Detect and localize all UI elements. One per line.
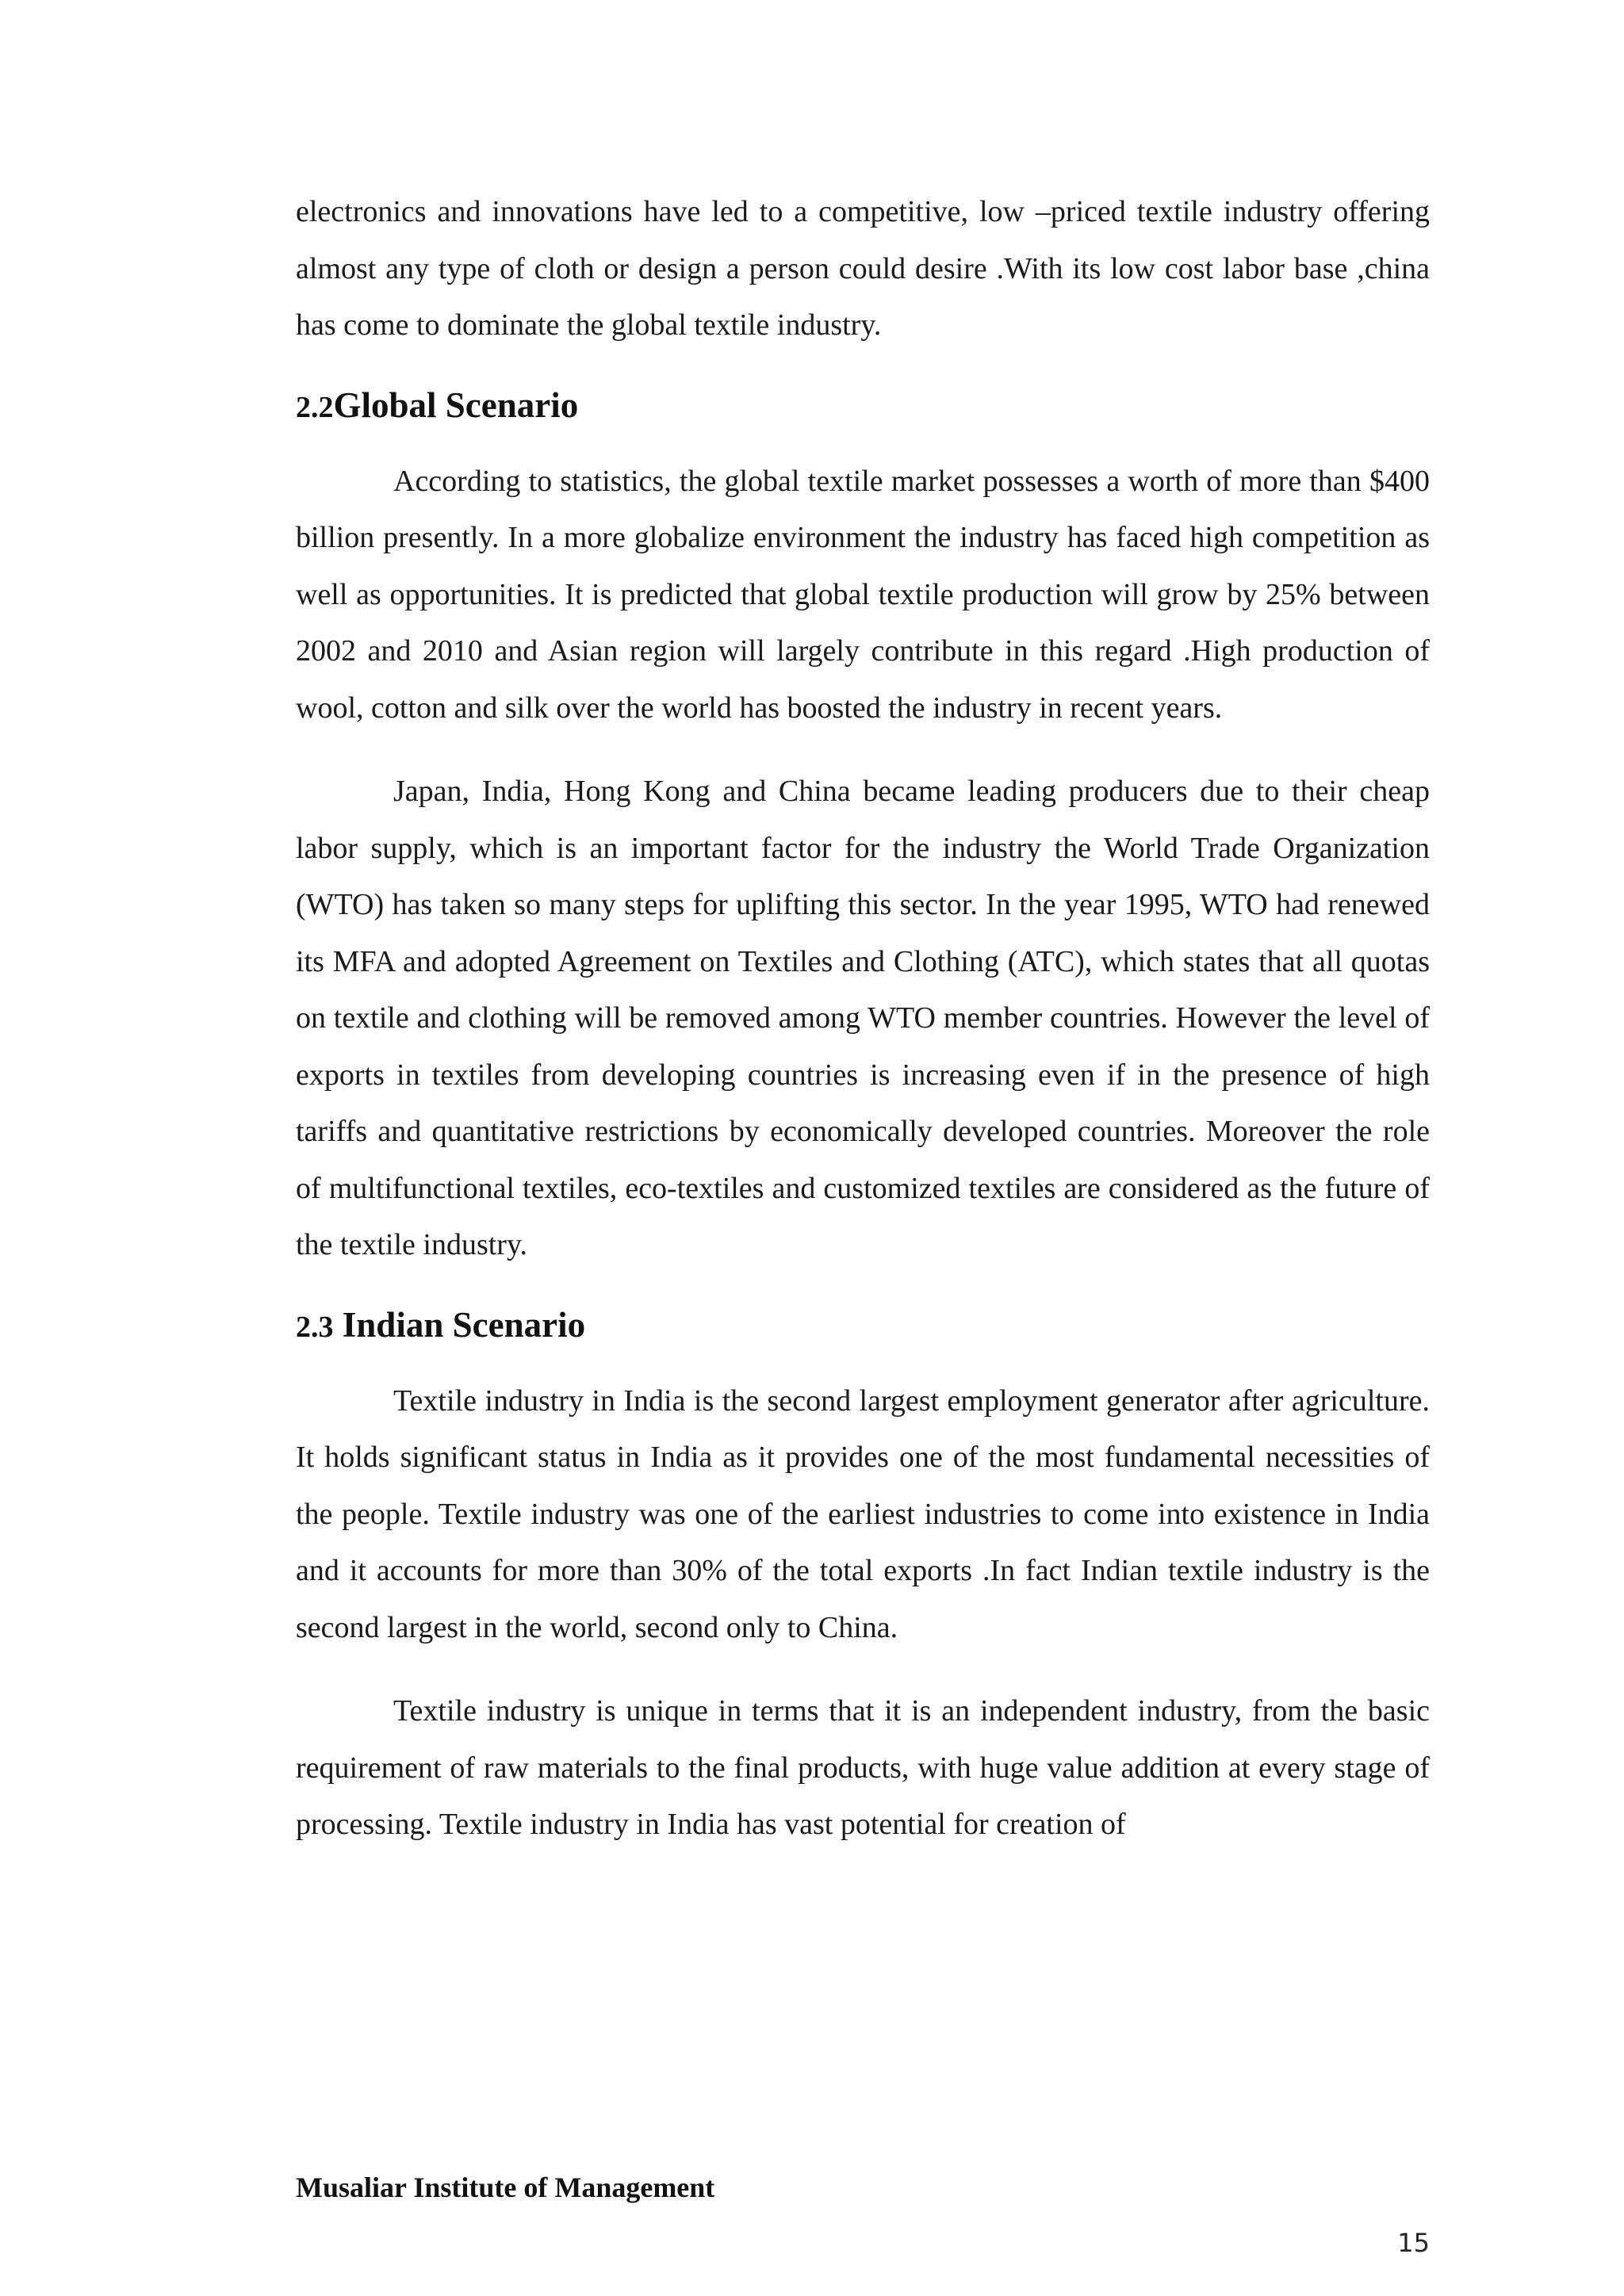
section-number: 2.3 bbox=[296, 1310, 334, 1344]
indian-scenario-paragraph-2: Textile industry is unique in terms that it is an independent industry, from the basic requirement of raw materials to the final products, with huge value addition at every stage of processing. Textile industry in India has vast potential for creation of bbox=[296, 1694, 1430, 1841]
indian-scenario-paragraph-1: Textile industry in India is the second largest employment generator after agriculture. It holds significant status in India as it provides one of the most fundamental necessities of the people. Textile industry was one of the earliest industries to come into existence in India and it accounts for more than 30% of the total exports .In fact Indian textile industry is the second largest in the world, second only to China. bbox=[296, 1383, 1430, 1644]
section-heading-indian-scenario bbox=[296, 1301, 1430, 1351]
intro-paragraph: electronics and innovations have led to a competitive, low –priced textile industry offering almost any type of cloth or design a person could desire .With its low cost labor base ,china has come to dominate the global textile industry. bbox=[296, 195, 1430, 342]
global-scenario-paragraph-2: Japan, India, Hong Kong and China became leading producers due to their cheap labor supply, which is an important factor for the industry the World Trade Organization (WTO) has taken so many steps for uplifting this sector. In the year 1995, WTO had renewed its MFA and adopted Agreement on Textiles and Clothing (ATC), which states that all quotas on textile and clothing will be removed among WTO member countries. However the level of exports in textiles from developing countries is increasing even if in the presence of high tariffs and quantitative restrictions by economically developed countries. Moreover the role of multifunctional textiles, eco-textiles and customized textiles are considered as the future of the textile industry. bbox=[296, 775, 1430, 1261]
global-scenario-paragraph-1: According to statistics, the global textile market possesses a worth of more than $400 billion presently. In a more globalize environment the industry has faced high competition as well as opportunities. It is predicted that global textile production will grow by 25% between 2002 and 2010 and Asian region will largely contribute in this regard .High production of wool, cotton and silk over the world has boosted the industry in recent years. bbox=[296, 464, 1430, 725]
section-title: Indian Scenario bbox=[333, 1304, 586, 1345]
page-content bbox=[296, 184, 1430, 1854]
footer-institute-name: Musaliar Institute of Management bbox=[296, 2172, 715, 2203]
section-heading-global-scenario bbox=[296, 381, 1430, 431]
page-number: 15 bbox=[1397, 2228, 1430, 2258]
section-number: 2.2 bbox=[296, 390, 334, 424]
section-title: Global Scenario bbox=[333, 385, 579, 425]
